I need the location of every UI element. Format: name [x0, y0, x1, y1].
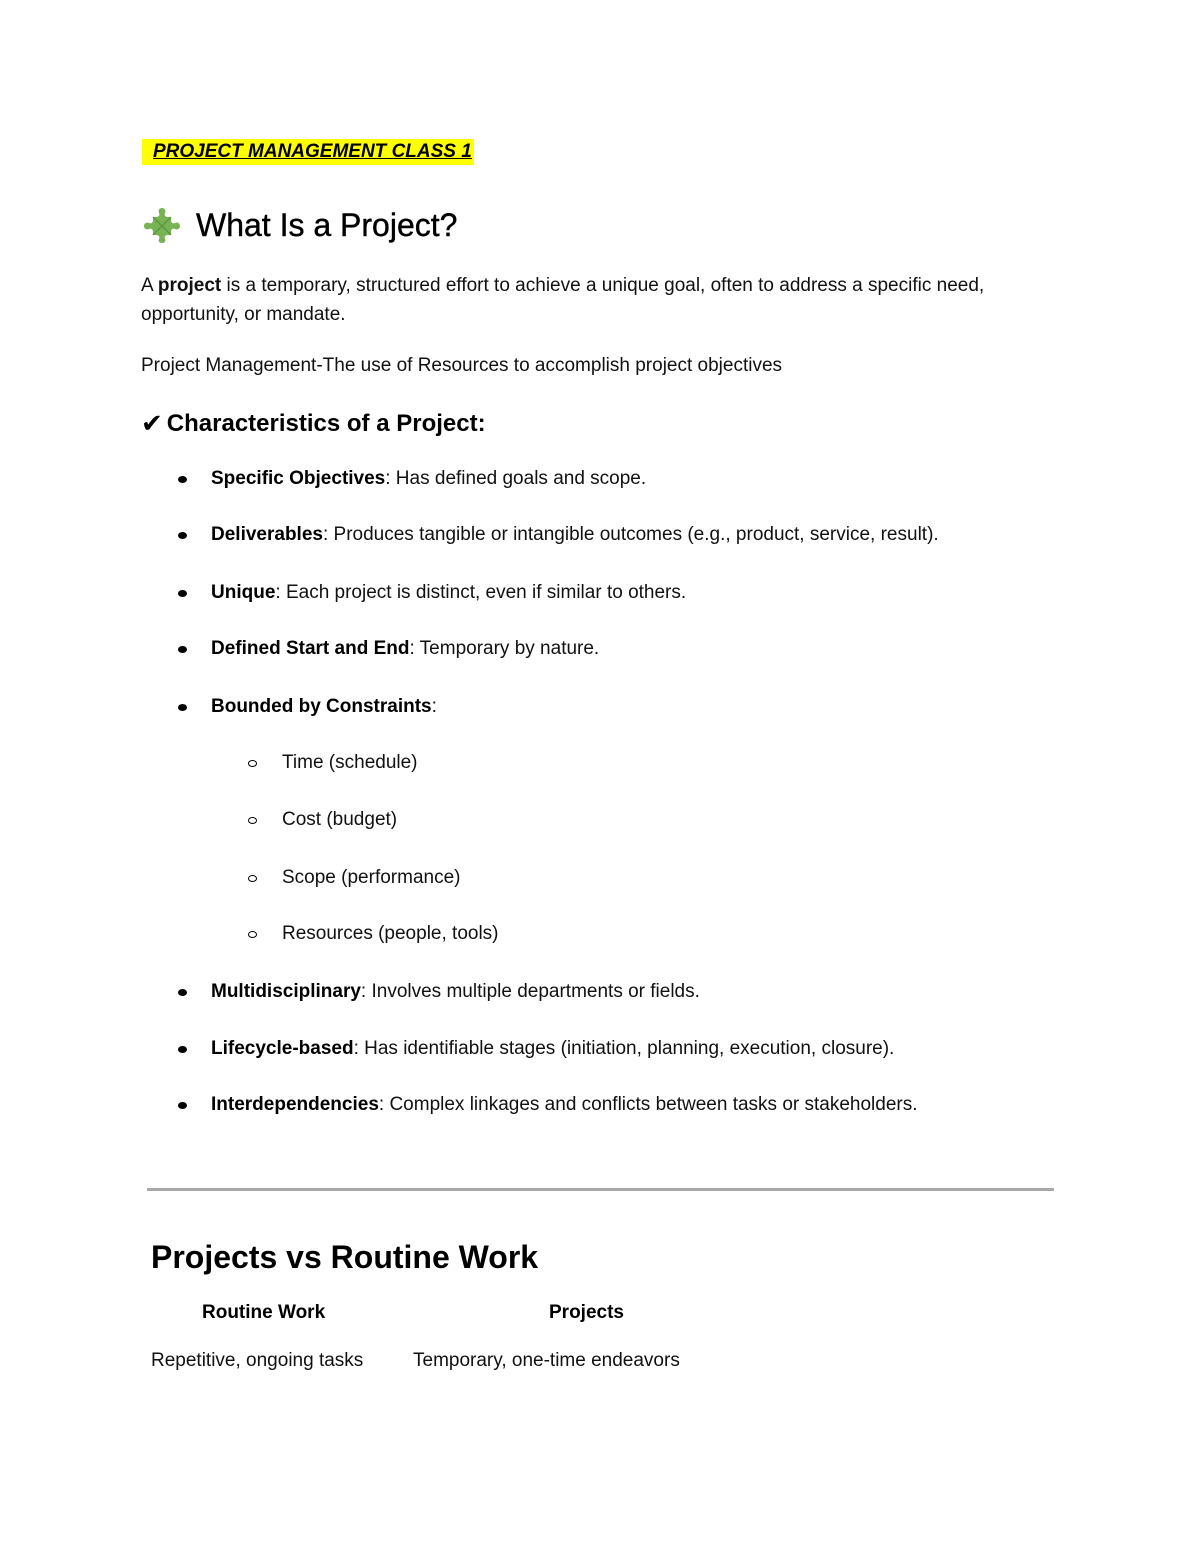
page-label: PROJECT MANAGEMENT CLASS 1: [142, 139, 474, 165]
list-item-defined-start-end: Defined Start and End: Temporary by nature.: [211, 636, 599, 662]
list-item-interdependencies: Interdependencies: Complex linkages and conflicts between tasks or stakeholders.: [211, 1092, 918, 1118]
list-item-multidisciplinary: Multidisciplinary: Involves multiple departments or fields.: [211, 979, 700, 1005]
constraint-cost: Cost (budget): [282, 807, 397, 833]
constraint-resources: Resources (people, tools): [282, 921, 499, 947]
characteristics-heading-text: Characteristics of a Project:: [166, 410, 486, 437]
project-management-definition: Project Management-The use of Resources to accomplish project objectives: [141, 355, 783, 376]
table-cell-projects: Temporary, one-time endeavors: [413, 1350, 680, 1371]
list-item-specific-objectives: Specific Objectives: Has defined goals and scope.: [211, 466, 646, 492]
table-cell-routine: Repetitive, ongoing tasks: [151, 1350, 364, 1371]
constraint-time: Time (schedule): [282, 750, 418, 776]
list-item-deliverables: Deliverables: Produces tangible or intangible outcomes (e.g., product, service, result).: [211, 522, 939, 548]
horizontal-divider: [147, 1188, 1054, 1191]
list-item-bounded-by-constraints: Bounded by Constraints:: [211, 694, 437, 720]
table-header-routine-work: Routine Work: [202, 1302, 326, 1323]
section-title-projects-vs-routine: Projects vs Routine Work: [151, 1239, 539, 1275]
list-item-lifecycle-based: Lifecycle-based: Has identifiable stages (initiation, planning, execution, closure).: [211, 1036, 894, 1062]
table-header-projects: Projects: [549, 1302, 624, 1323]
list-item-unique: Unique: Each project is distinct, even if similar to others.: [211, 580, 686, 606]
check-mark-icon: ✔: [141, 409, 163, 439]
puzzle-piece-icon: [142, 205, 182, 245]
constraint-scope: Scope (performance): [282, 865, 460, 891]
project-definition: A project is a temporary, structured effort to achieve a unique goal, often to address a specific need, opportunity, or mandate.: [141, 275, 985, 325]
project-term: project: [157, 275, 222, 296]
section-heading-what-is-a-project: [142, 203, 457, 247]
section-title: What Is a Project?: [196, 207, 458, 243]
characteristics-heading: [141, 408, 486, 440]
